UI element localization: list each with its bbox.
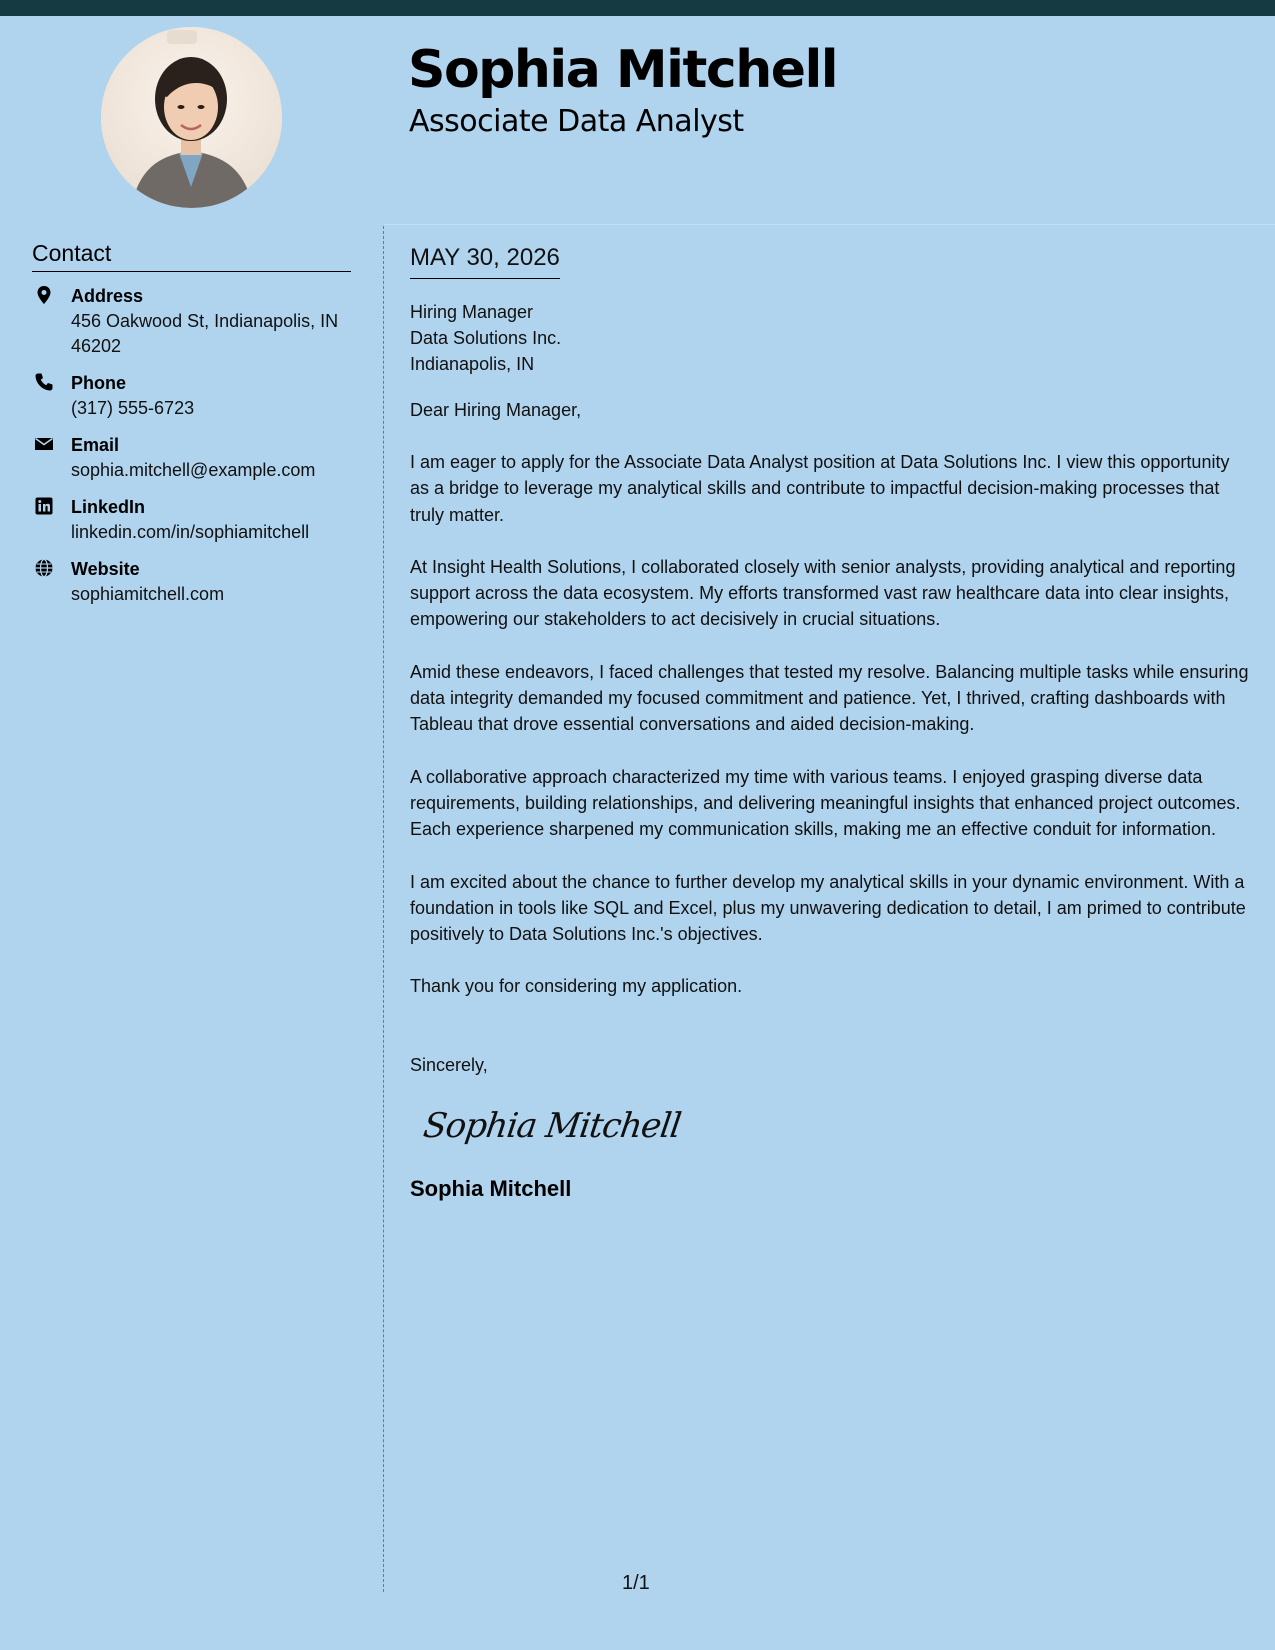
contact-phone — [32, 371, 351, 421]
location-pin-icon — [34, 285, 54, 305]
contact-heading: Contact — [32, 240, 351, 272]
globe-icon — [34, 558, 54, 578]
top-accent-bar — [0, 0, 1275, 16]
contact-value[interactable]: linkedin.com/in/sophiamitchell — [71, 522, 310, 542]
contact-website — [32, 557, 351, 607]
salutation: Dear Hiring Manager, — [410, 400, 582, 420]
column-divider — [383, 226, 384, 1592]
contact-label: Phone — [71, 373, 127, 393]
letter-paragraph: I am eager to apply for the Associate Data Analyst position at Data Solutions Inc. I view this opportunity as a bridge to leverage my analytical skills and contribute to impactful decision-making processes that truly matter. — [410, 452, 1230, 525]
contact-value: 456 Oakwood St, Indianapolis, IN 46202 — [71, 311, 339, 356]
envelope-icon — [34, 434, 54, 454]
job-title: Associate Data Analyst — [409, 104, 744, 139]
letter-body — [410, 244, 1250, 1202]
contact-list — [32, 284, 351, 607]
contact-value: (317) 555-6723 — [71, 398, 195, 418]
linkedin-icon — [34, 496, 54, 516]
letter-date: MAY 30, 2026 — [410, 244, 560, 279]
handwritten-signature: Sophia Mitchell — [420, 1105, 684, 1146]
contact-email — [32, 433, 351, 483]
phone-icon — [34, 372, 54, 392]
contact-value[interactable]: sophiamitchell.com — [71, 584, 225, 604]
contact-linkedin — [32, 495, 351, 545]
contact-label: LinkedIn — [71, 497, 146, 517]
recipient-block — [410, 299, 1250, 377]
letter-paragraph: At Insight Health Solutions, I collaborated closely with senior analysts, providing analytical and reporting support across the data ecosystem. My efforts transformed vast raw healthcare data into clear insights, empowering our stakeholders to act decisively in crucial situations. — [410, 556, 1236, 630]
contact-label: Address — [71, 286, 144, 306]
letter-paragraph: I am excited about the chance to further develop my analytical skills in your dynamic environment. With a foundation in tools like SQL and Excel, plus my unwavering dedication to detail, I am primed to contribute positively to Data Solutions Inc.'s objectives. — [410, 871, 1246, 945]
contact-value[interactable]: sophia.mitchell@example.com — [71, 460, 316, 480]
letter-paragraph: A collaborative approach characterized my time with various teams. I enjoyed grasping diverse data requirements, building relationships, and delivering meaningful insights that enhanced project outcomes. Each experience sharpened my communication skills, making me an effective conduit for information. — [410, 766, 1241, 840]
letter-paragraph: Amid these endeavors, I faced challenges that tested my resolve. Balancing multiple tasks while ensuring data integrity demanded my focused commitment and patience. Yet, I thrived, crafting dashboards with Tableau that drove essential conversations and aided decision-making. — [410, 661, 1249, 735]
recipient-line: Data Solutions Inc. — [410, 328, 562, 348]
contact-label: Website — [71, 559, 140, 579]
contact-address — [32, 284, 351, 359]
contact-sidebar — [32, 240, 351, 619]
signer-name: Sophia Mitchell — [410, 1175, 572, 1201]
contact-label: Email — [71, 435, 120, 455]
profile-photo — [101, 27, 282, 208]
letter-paragraph: Thank you for considering my application. — [410, 976, 743, 997]
recipient-line: Indianapolis, IN — [410, 354, 535, 374]
closing: Sincerely, — [410, 1054, 488, 1075]
recipient-line: Hiring Manager — [410, 302, 534, 322]
page-number: 1/1 — [622, 1572, 650, 1594]
candidate-name: Sophia Mitchell — [408, 40, 838, 100]
portrait-image — [101, 27, 282, 208]
header-divider — [384, 224, 1275, 225]
